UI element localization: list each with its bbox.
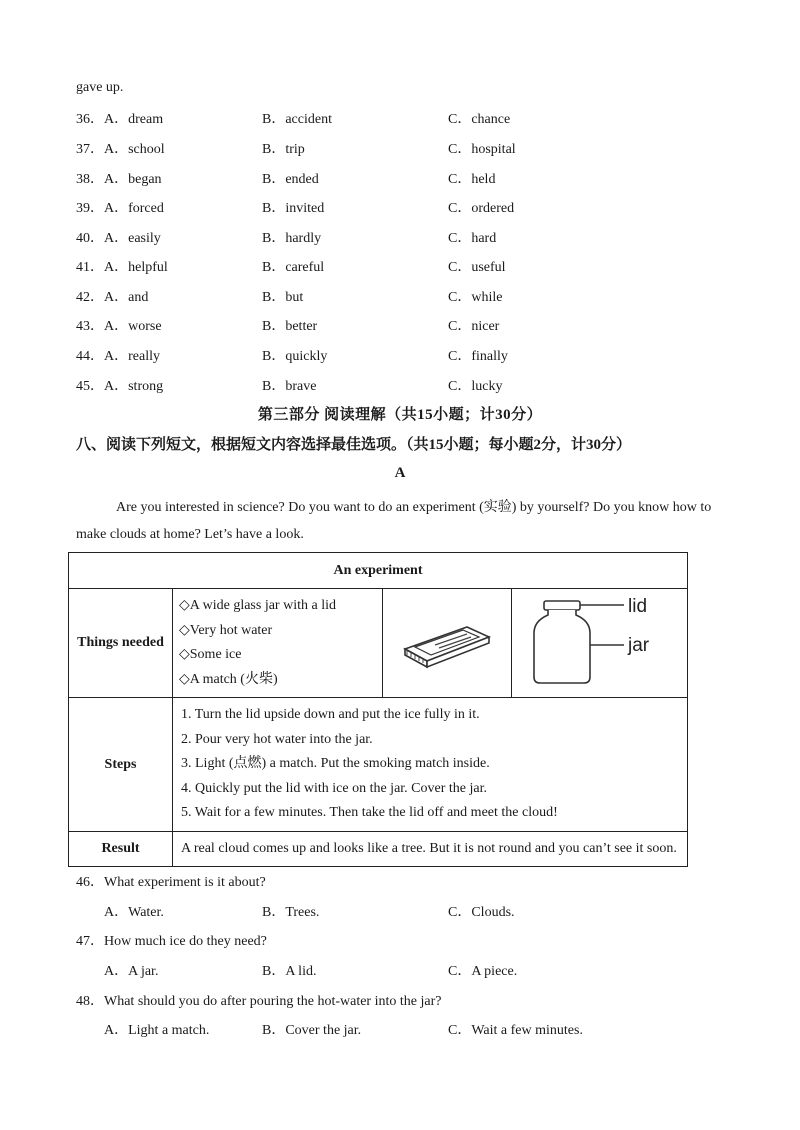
- question-46: 46．What experiment is it about?: [76, 875, 266, 890]
- question-number: 43．: [76, 319, 104, 334]
- lid-label: lid: [627, 595, 647, 617]
- option-a: A．really: [104, 349, 160, 364]
- option-c: C．ordered: [448, 201, 515, 216]
- option-row: [76, 286, 736, 306]
- option-b: B．better: [262, 319, 318, 334]
- option-a: A．dream: [104, 112, 164, 127]
- step-item: 3. Light (点燃) a match. Put the smoking match inside.: [181, 756, 490, 772]
- option-a: A．Water.: [104, 905, 164, 920]
- option-b: B．trip: [262, 142, 305, 157]
- option-b: B．Cover the jar.: [262, 1023, 362, 1038]
- option-row: [76, 345, 736, 365]
- option-b: B．invited: [262, 201, 325, 216]
- option-row: [76, 375, 736, 395]
- step-item: 1. Turn the lid upside down and put the ice fully in it.: [181, 707, 480, 723]
- steps-label: Steps: [69, 698, 173, 832]
- option-b: B．A lid.: [262, 964, 317, 979]
- option-c: C．hard: [448, 231, 497, 246]
- option-a: A．worse: [104, 319, 162, 334]
- option-c: C．finally: [448, 349, 508, 364]
- option-c: C．nicer: [448, 319, 500, 334]
- passage-line-1: Are you interested in science? Do you want to do an experiment (实验) by yourself? Do you know how to: [116, 500, 712, 515]
- answer-row: [104, 901, 764, 921]
- thing-item: ◇A wide glass jar with a lid: [179, 598, 336, 613]
- option-a: A．began: [104, 172, 162, 187]
- step-item: 2. Pour very hot water into the jar.: [181, 731, 373, 747]
- option-c: C．held: [448, 172, 496, 187]
- option-b: B．ended: [262, 172, 319, 187]
- thing-item: ◇A match (火柴): [179, 671, 278, 687]
- option-row: [76, 227, 736, 247]
- reading-instruction: 八、阅读下列短文，根据短文内容选择最佳选项。（共15小题；每小题2分，计30分）: [76, 437, 632, 453]
- thing-item: ◇Very hot water: [179, 622, 273, 638]
- jar-image: [512, 589, 688, 698]
- question-number: 40．: [76, 231, 104, 246]
- option-c: C．lucky: [448, 379, 503, 394]
- option-b: B．quickly: [262, 349, 328, 364]
- option-row: [76, 197, 736, 217]
- question-number: 38．: [76, 172, 104, 187]
- answer-row: [104, 1019, 764, 1039]
- option-b: B．accident: [262, 112, 332, 127]
- option-b: B．careful: [262, 260, 325, 275]
- section-title: 第三部分 阅读理解（共15小题；计30分）: [257, 407, 543, 423]
- things-list: [173, 589, 383, 698]
- result-text: A real cloud comes up and looks like a tree. But it is not round and you can’t see it soon.: [173, 832, 688, 867]
- matchbox-icon: [397, 611, 497, 671]
- question-number: 41．: [76, 260, 104, 275]
- option-c: C．while: [448, 290, 503, 305]
- option-b: B．hardly: [262, 231, 322, 246]
- passage-letter: A: [394, 465, 406, 481]
- question-number: 36．: [76, 112, 104, 127]
- option-a: A．A jar.: [104, 964, 159, 979]
- thing-item: ◇Some ice: [179, 647, 242, 662]
- option-row: [76, 256, 736, 276]
- step-item: 4. Quickly put the lid with ice on the jar. Cover the jar.: [181, 780, 487, 796]
- option-a: A．school: [104, 142, 165, 157]
- option-c: C．Clouds.: [448, 905, 515, 920]
- option-row: [76, 108, 736, 128]
- steps-list: [173, 698, 688, 832]
- question-number: 37．: [76, 142, 104, 157]
- option-a: A．easily: [104, 231, 161, 246]
- option-a: A．and: [104, 290, 149, 305]
- intro-tail: gave up.: [76, 80, 124, 95]
- question-number: 45．: [76, 379, 104, 394]
- matchbox-image: [383, 589, 512, 698]
- jar-label: jar: [627, 634, 649, 656]
- step-item: 5. Wait for a few minutes. Then take the lid off and meet the cloud!: [181, 805, 558, 821]
- option-a: A．helpful: [104, 260, 168, 275]
- jar-icon: [520, 591, 680, 691]
- option-c: C．A piece.: [448, 964, 518, 979]
- table-title: An experiment: [69, 553, 688, 589]
- experiment-table: [68, 552, 688, 867]
- option-a: A．Light a match.: [104, 1023, 210, 1038]
- option-c: C．hospital: [448, 142, 516, 157]
- question-number: 44．: [76, 349, 104, 364]
- option-row: [76, 138, 736, 158]
- result-label: Result: [69, 832, 173, 867]
- option-b: B．but: [262, 290, 304, 305]
- question-48: 48．What should you do after pouring the hot-water into the jar?: [76, 994, 442, 1009]
- option-a: A．forced: [104, 201, 164, 216]
- question-47: 47．How much ice do they need?: [76, 934, 267, 949]
- things-needed-label: Things needed: [69, 589, 173, 698]
- option-b: B．Trees.: [262, 905, 320, 920]
- option-c: C．useful: [448, 260, 506, 275]
- question-number: 39．: [76, 201, 104, 216]
- option-row: [76, 168, 736, 188]
- option-c: C．Wait a few minutes.: [448, 1023, 583, 1038]
- question-number: 42．: [76, 290, 104, 305]
- option-b: B．brave: [262, 379, 317, 394]
- option-c: C．chance: [448, 112, 511, 127]
- option-a: A．strong: [104, 379, 164, 394]
- option-row: [76, 315, 736, 335]
- answer-row: [104, 960, 764, 980]
- passage-line-2: make clouds at home? Let’s have a look.: [76, 527, 304, 542]
